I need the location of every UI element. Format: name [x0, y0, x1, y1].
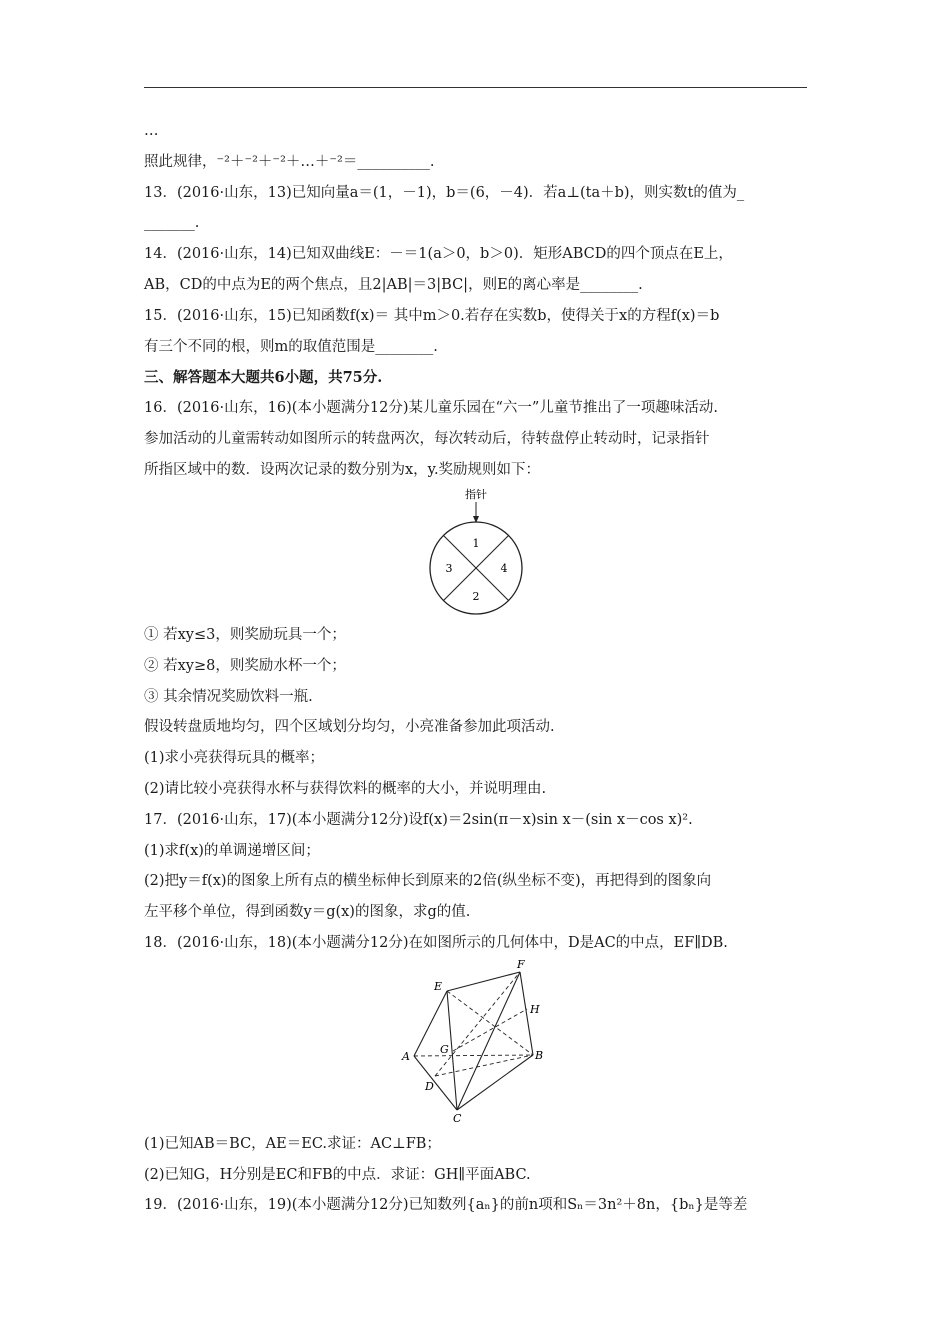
- section-heading: 三、解答题本大题共6小题，共75分.: [144, 369, 383, 386]
- edge-fe: [447, 972, 520, 991]
- question-2: (2)请比较小亮获得水杯与获得饮料的概率的大小，并说明理由.: [144, 781, 547, 797]
- rule-2: ② 若xy≥8，则奖励水杯一个；: [144, 658, 346, 674]
- text-line: 照此规律，⁻²＋⁻²＋⁻²＋…＋⁻²＝__________.: [144, 154, 435, 170]
- question-1: (1)求f(x)的单调递增区间；: [144, 843, 320, 859]
- problem-14: 14．(2016·山东，14)已知双曲线E：－＝1(a＞0，b＞0)．矩形ABCD的四个顶点在E上，: [144, 246, 733, 262]
- region-label: 1: [472, 537, 480, 550]
- question-1: (1)已知AB＝BC，AE＝EC.求证：AC⊥FB；: [144, 1136, 441, 1152]
- edge-eb: [447, 991, 533, 1055]
- rule-3: ③ 其余情况奖励饮料一瓶.: [144, 689, 313, 705]
- vertex-label: B: [535, 1049, 544, 1062]
- text-line: …: [144, 123, 159, 139]
- edge-ac: [414, 1056, 457, 1110]
- pointer-label: 指针: [465, 488, 487, 501]
- vertex-label: H: [530, 1003, 540, 1016]
- vertex-label: C: [453, 1112, 462, 1125]
- spinner-figure: [420, 486, 532, 618]
- edge-ab: [414, 1055, 533, 1056]
- vertex-label: D: [425, 1080, 434, 1093]
- question-1: (1)求小亮获得玩具的概率；: [144, 750, 325, 766]
- question-2: (2)已知G，H分别是EC和FB的中点．求证：GH∥平面ABC.: [144, 1167, 531, 1183]
- vertex-label: G: [440, 1043, 449, 1056]
- problem-13: 13．(2016·山东，13)已知向量a＝(1，－1)，b＝(6，－4)．若a⊥(ta＋b)，则实数t的值为_: [144, 185, 745, 201]
- region-label: 2: [472, 590, 480, 603]
- vertex-label: E: [434, 980, 443, 993]
- region-label: 3: [445, 562, 453, 575]
- problem-17: 17．(2016·山东，17)(本小题满分12分)设f(x)＝2sin(π－x)sin x－(sin x－cos x)².: [144, 812, 693, 828]
- edge-bc: [457, 1055, 533, 1110]
- question-2: (2)把y＝f(x)的图象上所有点的横坐标伸长到原来的2倍(纵坐标不变)，再把得到的图象向: [144, 873, 712, 889]
- header-rule: [144, 87, 807, 88]
- text-line: 有三个不同的根，则m的取值范围是________.: [144, 339, 438, 355]
- solid-figure: [395, 955, 555, 1125]
- text-line: _______.: [144, 215, 200, 231]
- text-line: 所指区域中的数．设两次记录的数分别为x，y.奖励规则如下：: [144, 462, 541, 478]
- vertex-label: F: [517, 958, 525, 971]
- text-line: 参加活动的儿童需转动如图所示的转盘两次，每次转动后，待转盘停止转动时，记录指针: [144, 431, 710, 447]
- rule-1: ① 若xy≤3，则奖励玩具一个；: [144, 627, 346, 643]
- text-line: AB，CD的中点为E的两个焦点，且2|AB|＝3|BC|，则E的离心率是________.: [144, 277, 643, 293]
- problem-16: 16．(2016·山东，16)(本小题满分12分)某儿童乐园在“六一”儿童节推出了一项趣味活动.: [144, 400, 718, 416]
- problem-15: 15．(2016·山东，15)已知函数f(x)＝ 其中m＞0.若存在实数b，使得关于x的方程f(x)＝b: [144, 308, 720, 324]
- text-line: 左平移个单位，得到函数y＝g(x)的图象，求g的值.: [144, 904, 471, 920]
- problem-19: 19．(2016·山东，19)(本小题满分12分)已知数列{aₙ}的前n项和Sₙ＝3n²＋8n，{bₙ}是等差: [144, 1197, 748, 1213]
- vertex-label: A: [402, 1050, 410, 1063]
- region-label: 4: [500, 562, 508, 575]
- edge-gh: [453, 1009, 527, 1051]
- text-line: 假设转盘质地均匀，四个区域划分均匀，小亮准备参加此项活动.: [144, 719, 555, 735]
- problem-18: 18．(2016·山东，18)(本小题满分12分)在如图所示的几何体中，D是AC的中点，EF∥DB.: [144, 935, 728, 951]
- edge-fc: [457, 972, 520, 1110]
